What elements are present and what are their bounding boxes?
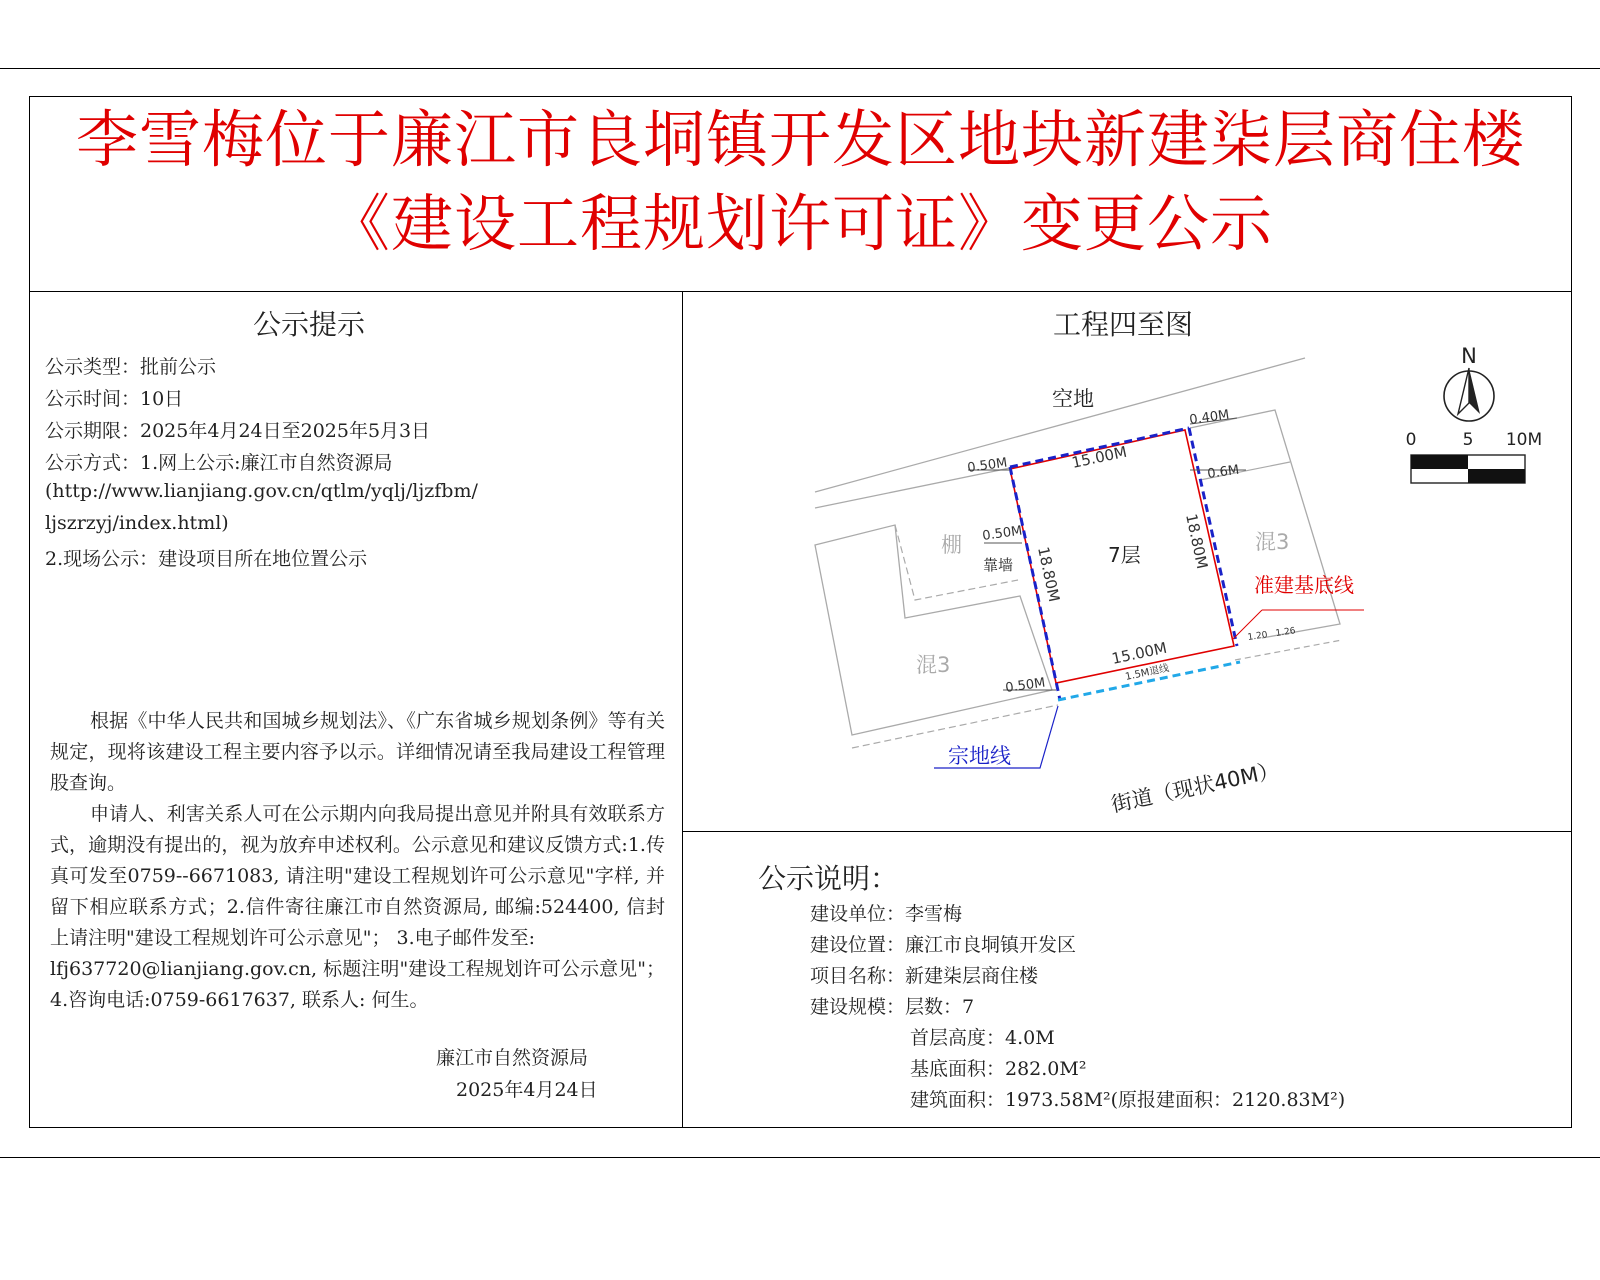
scale-bar-black-1 [1411,455,1468,469]
notice-method: 公示方式：1.网上公示:廉江市自然资源局 [45,452,393,474]
notice-onsite: 2.现场公示：建设项目所在地位置公示 [45,548,368,570]
right-building [1188,407,1340,638]
issue-date: 2025年4月24日 [456,1079,598,1101]
desc-heading: 公示说明： [758,862,899,895]
dim-bottom-left: 0.50M [1004,675,1047,696]
dim-top-left: 0.50M [966,455,1009,476]
notice-heading: 公示提示 [253,308,366,341]
divider-horizontal [29,291,1572,292]
notice-url-1: (http://www.lianjiang.gov.cn/qtlm/yqlj/ljzfbm/ [45,480,478,502]
notice-para-2: 申请人、利害关系人可在公示期内向我局提出意见并附具有效联系方式，逾期没有提出的，视为放弃申述权利。公示意见和建议反馈方式:1.传真可发至0759--6671083, 请注明"建设工程规划许可公示意见"字样, 并留下相应联系方式；2.信件寄往廉江市自然资源局, 邮编:524400, 信封上请注明"建设工程规划许可公示意见"； 3.电子邮件发至: [50,803,665,949]
dim-left-height: 18.80M [1034,545,1064,604]
desc-row-scale [810,992,974,1023]
desc-row-location [810,930,1076,961]
label-mixed-right: 混3 [1255,530,1290,554]
desc-label: 建设单位： [810,903,906,925]
scale-10: 10M [1505,430,1543,450]
label-parcel-line: 宗地线 [948,744,1011,768]
notice-para-3: lfj637720@lianjiang.gov.cn, 标题注明"建设工程规划许可公示意见"；4.咨询电话:0759-6617637, 联系人: 何生。 [50,958,665,1011]
desc-label: 建设规模： [810,996,906,1018]
notice-type: 公示类型：批前公示 [45,356,217,378]
north-arrow-fill [1469,368,1480,414]
notice-para-1: 根据《中华人民共和国城乡规划法》、《广东省城乡规划条例》等有关规定，现将该建设工程主要内容予以示。详细情况请至我局建设工程管理股查询。 [50,710,665,794]
desc-first-floor-height: 首层高度：4.0M [910,1027,1055,1049]
dim-left-offset: 0.50M [981,523,1024,544]
title-line-2: 《建设工程规划许可证》变更公示 [327,187,1273,260]
label-shed: 棚 [941,533,962,557]
dim-setback: 1.5M退线 [1124,662,1171,683]
desc-value: 李雪梅 [905,903,963,925]
divider-right-horizontal [682,831,1572,832]
desc-row-unit [810,899,962,930]
label-base-line: 准建基底线 [1254,573,1354,597]
map-heading: 工程四至图 [1053,308,1194,341]
label-empty-land: 空地 [1052,387,1094,411]
dim-bottom-width: 15.00M [1110,638,1169,668]
right-dashed [1235,640,1342,660]
notice-url-2: ljszrzyj/index.html) [45,512,229,534]
dim-small-2: 1.26 [1275,626,1297,639]
site-map [683,340,1571,830]
north-label: N [1461,344,1477,368]
scale-bar-black-2 [1468,469,1525,483]
dim-right-height: 18.80M [1182,512,1212,571]
desc-value: 层数：7 [905,996,975,1018]
desc-value: 新建柒层商住楼 [905,965,1039,987]
scale-5: 5 [1462,430,1474,450]
desc-label: 项目名称： [810,965,906,987]
left-building [815,525,1052,735]
desc-label: 建设位置： [810,934,906,956]
desc-base-area: 基底面积：282.0M² [910,1058,1087,1080]
title-line-1: 李雪梅位于廉江市良垌镇开发区地块新建柒层商住楼 [75,103,1525,176]
dim-small-1: 1.20 [1247,630,1269,643]
issuer: 廉江市自然资源局 [436,1047,589,1069]
label-street: 街道（现状40M） [1109,757,1282,817]
desc-row-project [810,961,1038,992]
dim-top-width: 15.00M [1070,442,1129,472]
dim-right-offset: 0.6M [1206,462,1241,482]
page-title [29,98,1572,266]
notice-period: 公示期限：2025年4月24日至2025年5月3日 [45,420,431,442]
desc-value: 廉江市良垌镇开发区 [905,934,1077,956]
scale-0: 0 [1405,430,1417,450]
label-mixed-left: 混3 [916,653,951,677]
label-floors: 7层 [1108,543,1141,567]
north-arrow-outline [1458,368,1469,414]
label-wall: 靠墙 [983,556,1014,574]
dim-top-right: 0.40M [1188,407,1231,428]
desc-floor-area: 建筑面积：1973.58M²(原报建面积：2120.83M²) [910,1089,1346,1111]
notice-body [50,706,665,1016]
notice-duration: 公示时间：10日 [45,388,184,410]
